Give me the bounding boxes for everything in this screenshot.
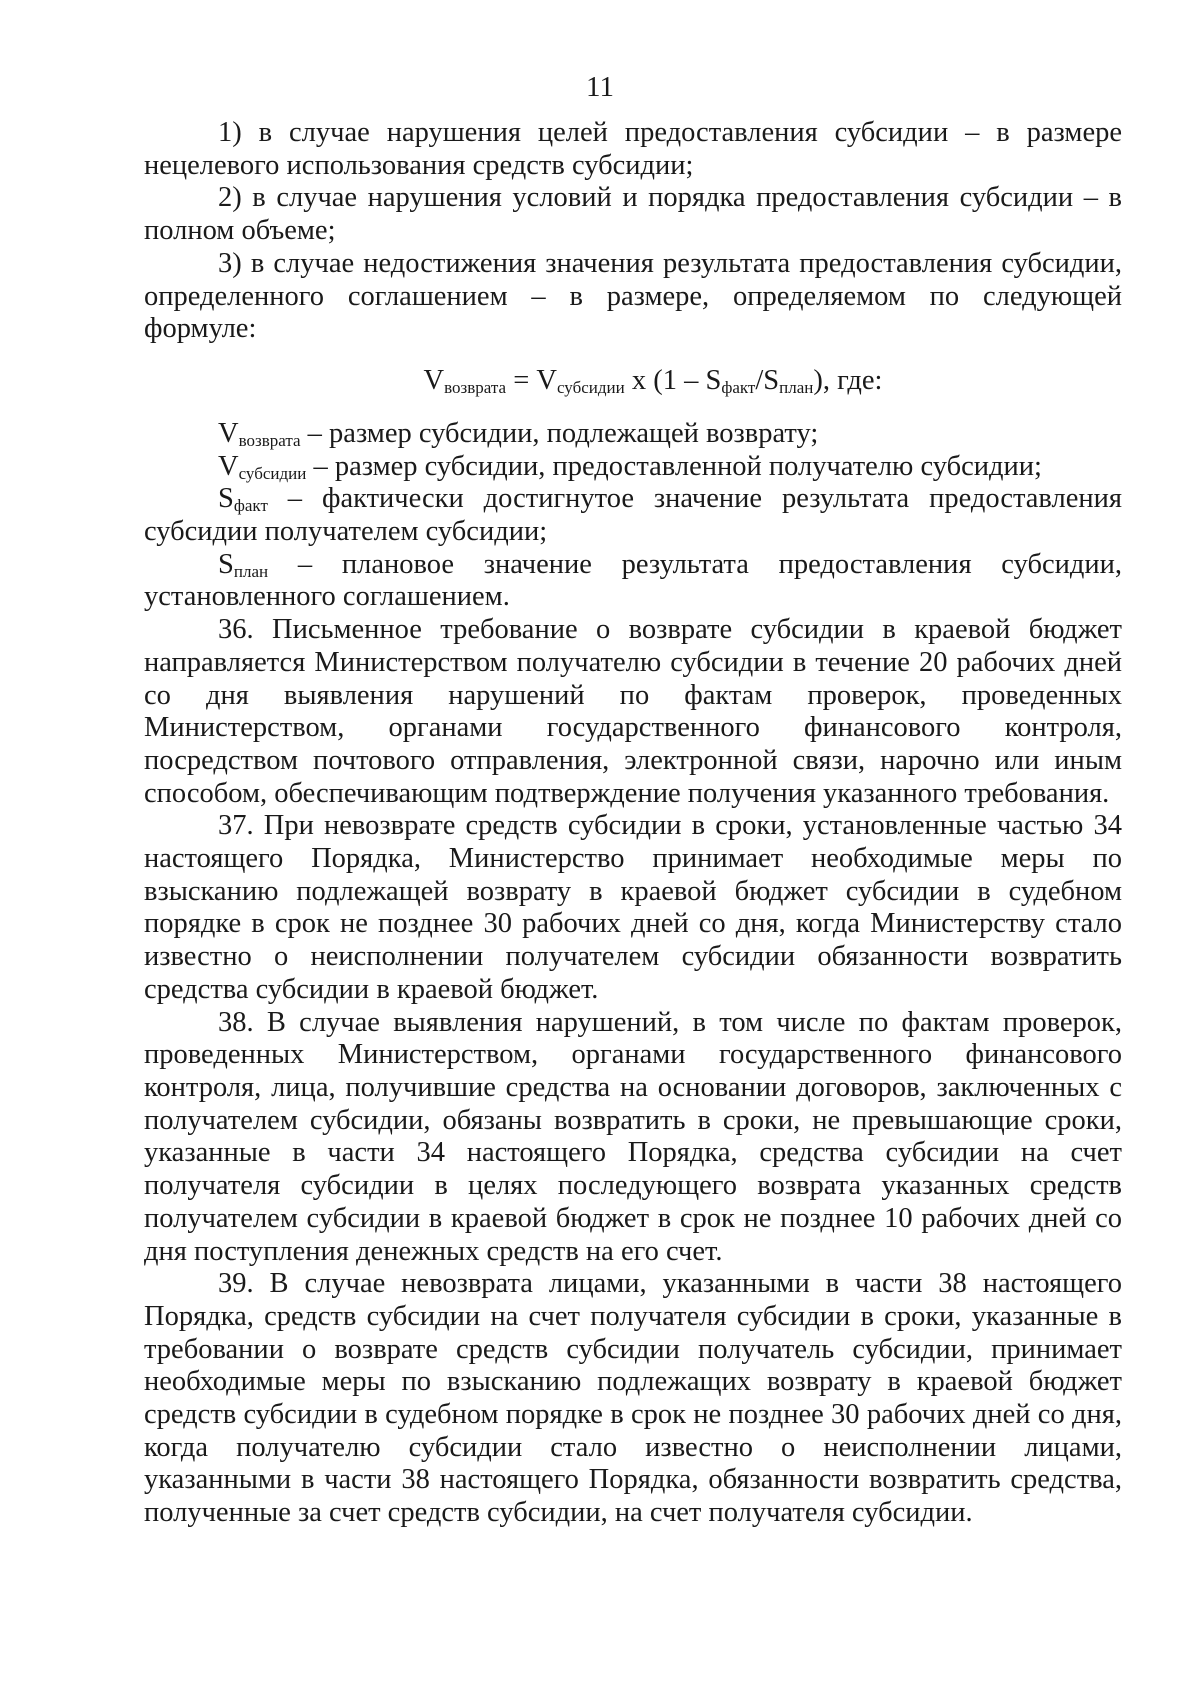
definition-subscript: возврата <box>238 430 301 450</box>
paragraph-item-2: 2) в случае нарушения условий и порядка предоставления субсидии – в полном объеме; <box>144 182 1122 247</box>
definition-text: – размер субсидии, предоставленной получателю субсидии; <box>306 450 1042 482</box>
formula-s-plan: S <box>763 364 780 396</box>
formula-s-fact: S <box>705 364 722 396</box>
paragraph-item-36: 36. Письменное требование о возврате субсидии в краевой бюджет направляется Министерством получателю субсидии в течение 20 рабочих дней со дня выявления нарушений по фактам проверок, проведенных Министерством, органами государственного финансового контроля, посредством почтового отправления, электронной связи, нарочно или иным способом, обеспечивающим подтверждение получения указанного требования. <box>144 614 1122 809</box>
definition-subscript: субсидии <box>238 463 307 483</box>
paragraph-item-37: 37. При невозврате средств субсидии в сроки, установленные частью 34 настоящего Порядка, Министерство принимает необходимые меры по взысканию подлежащей возврату в краевой бюджет субсидии в судебном порядке в срок не позднее 30 рабочих дней со дня, когда Министерству стало известно о неисполнении получателем субсидии обязанности возвратить средства субсидии в краевой бюджет. <box>144 810 1122 1005</box>
paragraph-item-1: 1) в случае нарушения целей предоставления субсидии – в размере нецелевого использования средств субсидии; <box>144 117 1122 181</box>
definition-symbol: S <box>218 548 234 580</box>
definition-symbol: S <box>218 483 234 515</box>
page-number: 11 <box>586 71 614 103</box>
definition-symbol: V <box>218 450 239 482</box>
definition-v-return <box>144 418 1122 451</box>
return-formula <box>144 364 1122 398</box>
paragraph-item-39: 39. В случае невозврата лицами, указанными в части 38 настоящего Порядка, средств субсидии на счет получателя субсидии в сроки, указанные в требовании о возврате средств субсидии получатель субсидии, принимает необходимые меры по взысканию подлежащих возврату в краевой бюджет средств субсидии в судебном порядке в срок не позднее 30 рабочих дней со дня, когда получателю субсидии стало известно о неисполнении лицами, указанными в части 38 настоящего Порядка, обязанности возвратить средства, полученные за счет средств субсидии, на счет получателя субсидии. <box>144 1268 1122 1529</box>
formula-v-return: V <box>423 364 445 396</box>
formula-slash: / <box>755 364 764 396</box>
paragraph-item-3: 3) в случае недостижения значения результата предоставления субсидии, определенного соглашением – в размере, определяемом по следующей формуле: <box>144 247 1122 345</box>
formula-v-subsidy-sub: субсидии <box>556 377 625 397</box>
formula-tail: ), где: <box>813 364 883 396</box>
formula-v-subsidy: V <box>536 364 557 396</box>
definition-symbol: V <box>218 417 239 449</box>
formula-middle: x (1 – <box>624 364 706 396</box>
definition-s-plan <box>144 549 1122 614</box>
formula-v-return-sub: возврата <box>444 377 507 397</box>
definition-text: – плановое значение результата предоставления субсидии, установленного соглашением. <box>144 548 1122 613</box>
formula-equals: = <box>506 364 537 396</box>
definition-subscript: факт <box>233 496 268 516</box>
definition-v-subsidy <box>144 451 1122 484</box>
document-body <box>144 117 1122 1530</box>
definition-s-fact <box>144 483 1122 548</box>
paragraph-item-38: 38. В случае выявления нарушений, в том числе по фактам проверок, проведенных Министерством, органами государственного финансового контроля, лица, получившие средства на основании договоров, заключенных с получателем субсидии, обязаны возвратить в сроки, не превышающие сроки, указанные в части 34 настоящего Порядка, средства субсидии на счет получателя субсидии в целях последующего возврата указанных средств получателем субсидии в краевой бюджет в срок не позднее 10 рабочих дней со дня поступления денежных средств на его счет. <box>144 1006 1122 1267</box>
definition-text: – фактически достигнутое значение результата предоставления субсидии получателем субсидии; <box>144 483 1122 548</box>
formula-s-plan-sub: план <box>779 377 814 397</box>
definition-text: – размер субсидии, подлежащей возврату; <box>300 417 819 449</box>
formula-s-fact-sub: факт <box>721 377 756 397</box>
definition-subscript: план <box>233 561 269 581</box>
